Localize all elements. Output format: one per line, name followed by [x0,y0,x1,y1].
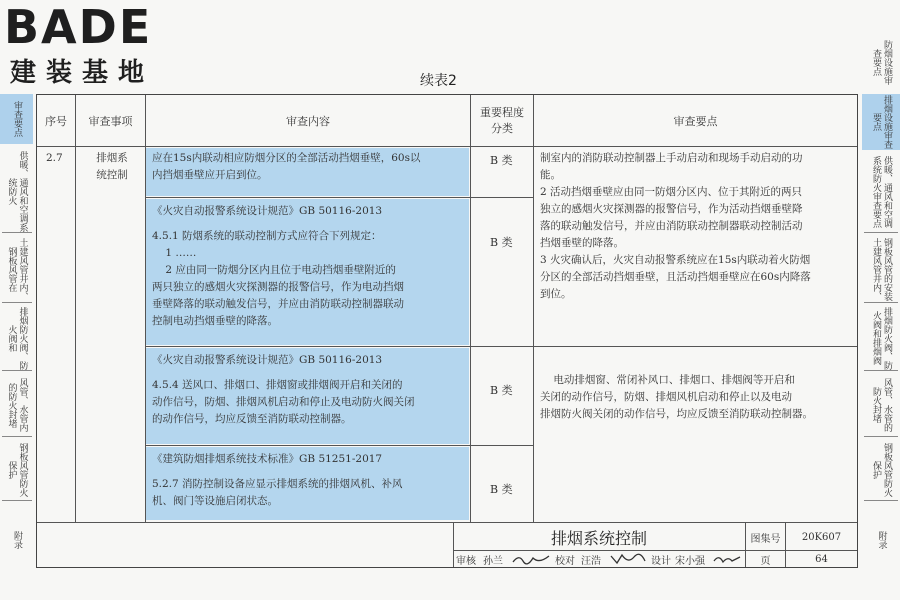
table-bottom [37,522,857,523]
left-tab-6[interactable]: 附录 [12,531,22,549]
header-item: 审查事项 [88,115,133,128]
check-label: 校对 [555,555,575,567]
row-divider [146,197,534,198]
right-tab-6[interactable]: 钢板风管防火保护 [871,443,892,497]
left-tab-divider [2,302,32,303]
right-tab-3[interactable]: 钢板风管的安装土建风管井内、 [871,237,892,301]
page-number: 64 [815,553,828,565]
left-tab-divider [2,370,32,371]
brand-subtitle: 建装基地 [10,58,155,88]
left-tab-divider [2,232,32,233]
header-key-points: 审查要点 [673,115,718,128]
col-divider [470,95,471,523]
right-tab-divider [864,302,898,303]
page-label: 页 [760,555,771,567]
reviewer-signature [508,551,554,567]
class-row-1: B 类 [490,236,513,249]
row-divider [146,445,534,446]
left-tab-1[interactable]: 供暖、通风和空调系统防火 [6,150,28,232]
design-label: 设计 [651,555,671,567]
left-tab-4[interactable]: 风管、水管内的防火封堵 [6,378,28,432]
left-tab-0[interactable]: 审查要点 [0,94,33,144]
content-row-2: 《火灾自动报警系统设计规范》GB 50116-2013 4.5.4 送风口、排烟口、排烟窗或排烟阀开启和关闭的 动作信号，防烟、排烟风机启动和停止及电动防火阀关闭 的动作信号，均应反馈至消防联动控制器。 [152,354,415,425]
class-row-2: B 类 [490,384,513,397]
right-tab-1[interactable]: 排烟设施审查要点 [862,94,900,150]
right-tab-divider [864,500,898,501]
row-divider [146,346,857,347]
col-divider [75,95,76,523]
seq-number: 2.7 [46,152,63,164]
right-tab-divider [864,436,898,437]
content-row-3: 《建筑防烟排烟系统技术标准》GB 51251-2017 5.2.7 消防控制设备应显示排烟系统的排烟风机、补风 机、阀门等设施启闭状态。 [152,453,403,507]
header-class: 重要程度分类 [480,106,524,135]
col-divider [145,95,146,523]
class-row-3: B 类 [490,483,513,496]
reviewer-name: 孙兰 [483,555,503,567]
class-row-0: B 类 [490,154,513,167]
left-tab-5[interactable]: 钢板风管防火保护 [6,443,28,497]
left-tab-3[interactable]: 排烟防火阀、防火阀和 [6,306,28,370]
continue-label: 续表2 [420,73,457,89]
drawing-title: 排烟系统控制 [550,528,647,548]
header-seq: 序号 [45,115,67,128]
designer-signature [708,551,745,567]
key-points-2: 电动排烟窗、常闭补风口、排烟口、排烟阀等开启和 关闭的动作信号，防烟、排烟风机启动和停止以及电动 排烟防火阀关闭的动作信号，均应反馈至消防联动控制器。 [540,374,813,420]
atlas-number: 20K607 [801,531,842,543]
left-tab-divider [2,500,32,501]
left-tab-divider [2,436,32,437]
left-tab-2[interactable]: 土建风管井内、钢板风管在 [6,237,28,301]
right-tab-4[interactable]: 排烟防火阀、防火阀和排烟阀 [871,306,892,370]
col-divider [533,95,534,523]
checker-name: 汪浩 [581,555,601,567]
checker-signature [606,551,650,567]
header-divider [37,146,857,147]
header-content: 审查内容 [286,115,330,128]
review-item: 排烟系统控制 [96,152,128,181]
content-row-1: 《火灾自动报警系统设计规范》GB 50116-2013 4.5.1 防烟系统的联动控制方式应符合下列规定： 1 …… 2 应由同一防烟分区内且位于电动挡烟垂壁附近的 两只独立的感烟火灾探测器的报警信号，作为电动挡烟 垂壁降落的联动触发信号，并应由消防联动控制器联动 控制电动挡烟垂壁的降落。 [152,205,404,327]
brand-logo: BADE [4,0,153,54]
right-tab-divider [864,232,898,233]
atlas-label: 图集号 [750,533,781,545]
right-tab-5[interactable]: 风管、水管的防火封堵 [871,378,892,432]
right-tab-0[interactable]: 防烟设施审查要点 [871,39,892,85]
right-tab-7[interactable]: 附录 [876,531,887,549]
right-tab-2[interactable]: 供暖、通风和空调系统防火审查要点 [871,156,892,228]
review-label: 审核 [456,555,476,567]
key-points-1: 制室内的消防联动控制器上手动启动和现场手动启动的功 能。 2 活动挡烟垂壁应由同一防烟分区内、位于其附近的两只 独立的感烟火灾探测器的报警信号，作为活动挡烟垂壁降 落的联动触发信号，并应由消防联动控制器联动控制活动 挡烟垂壁的降落。 3 火灾确认后，火灾自动报警系统应在15s内联动着火防烟 分区的全部活动挡烟垂壁，且活动挡烟垂壁应在60s内降落 到位。 [540,152,811,300]
content-row-0: 应在15s内联动相应防烟分区的全部活动挡烟垂壁，60s以 内挡烟垂壁应开启到位。 [152,152,421,181]
designer-name: 宋小强 [675,555,705,567]
right-tab-divider [864,370,898,371]
